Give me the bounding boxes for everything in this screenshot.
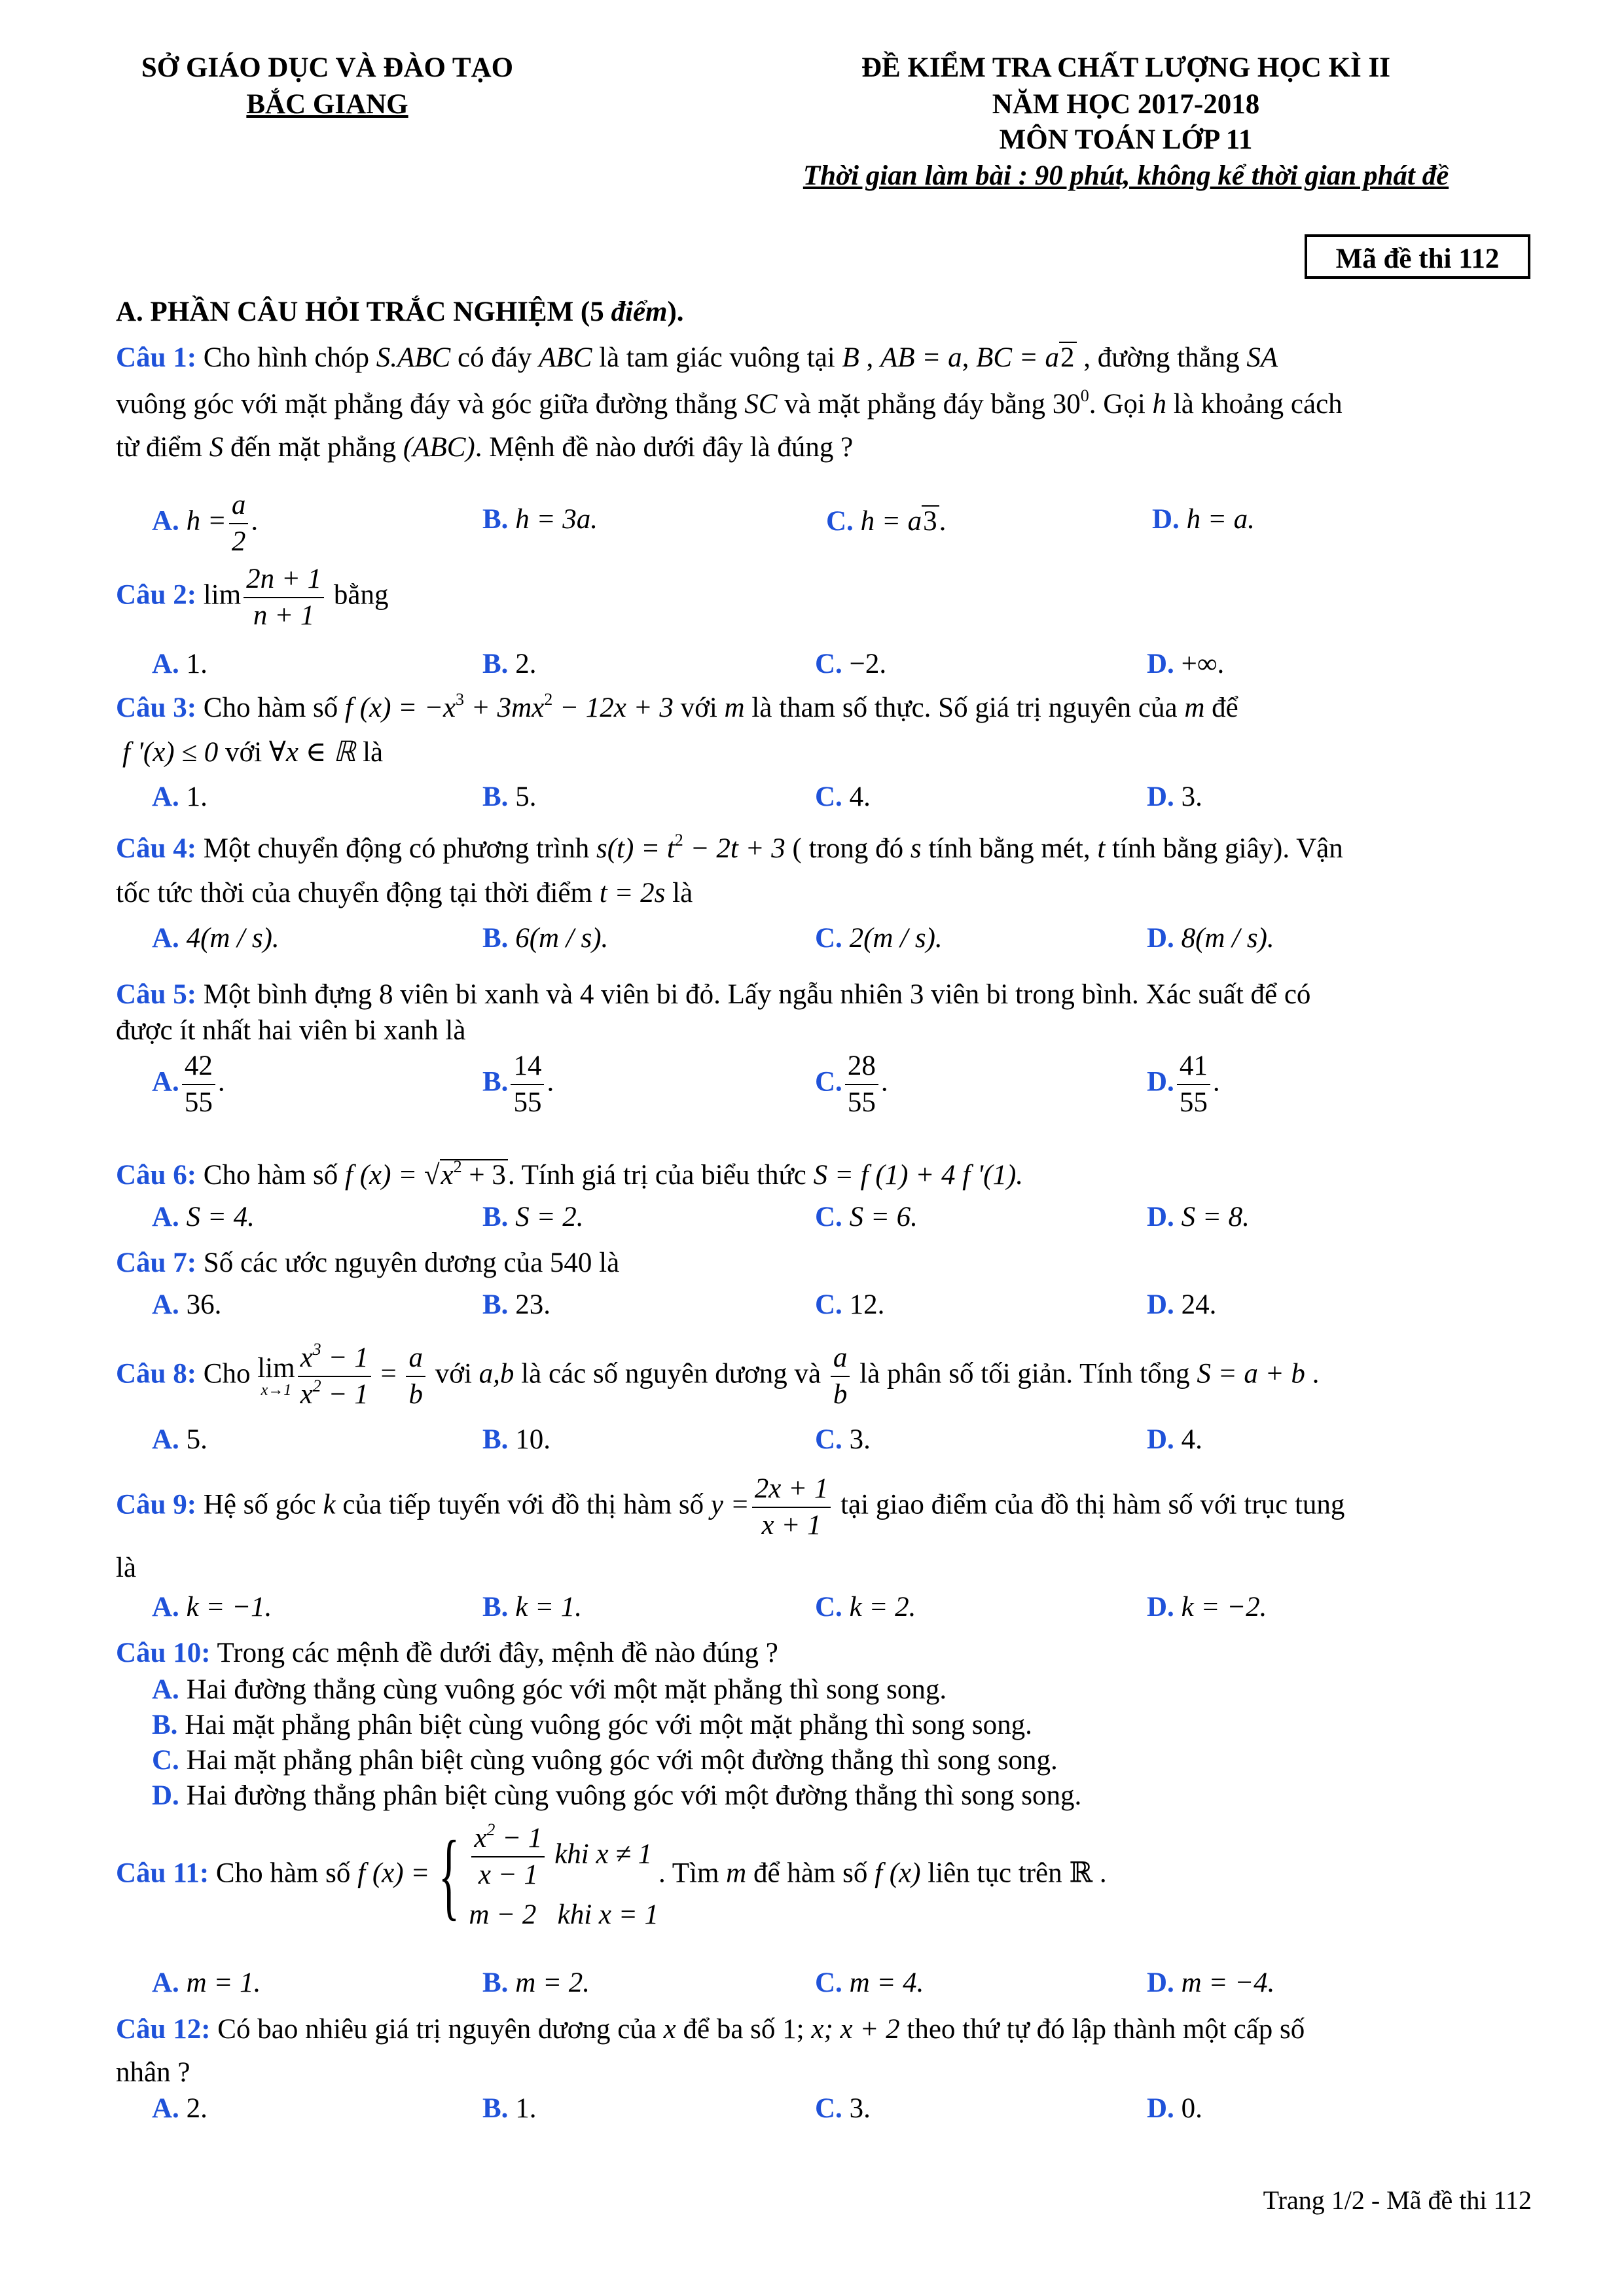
page-footer: Trang 1/2 - Mã đề thi 112 [1263, 2185, 1532, 2215]
section-title: A. PHẦN CÂU HỎI TRẮC NGHIỆM (5 điểm). [116, 296, 684, 327]
q1-option-a[interactable]: A. h = $\frac{a}{2}$ . [152, 488, 258, 560]
q9-option-c[interactable]: C. k = 2. [815, 1592, 916, 1623]
q6-option-d[interactable]: D. S = 8. [1147, 1202, 1250, 1232]
q7-option-c[interactable]: C. 12. [815, 1289, 885, 1320]
q7-option-b[interactable]: B. 23. [482, 1289, 550, 1320]
q3-option-d[interactable]: D. 3. [1147, 781, 1202, 812]
q10-option-a[interactable]: A. Hai đường thẳng cùng vuông góc với một mặt phẳng thì song song. [152, 1674, 947, 1705]
q3-option-b[interactable]: B. 5. [482, 781, 537, 812]
q8-option-b[interactable]: B. 10. [482, 1424, 550, 1455]
q11-stem: Câu 11: Cho hàm số f (x) ={ $\frac{x^2 - 1}{x - 1}$ khi x ≠ 1 m − 2 khi x = 1 . Tìm m để hàm số f (x) liên tục trên ℝ . [116, 1820, 1107, 1930]
q3-line-2: f '(x) ≤ 0 với ∀x ∈ ℝ là [122, 737, 384, 768]
q5-line-2: được ít nhất hai viên bi xanh là [116, 1015, 466, 1046]
q3-option-a[interactable]: A. 1. [152, 781, 208, 812]
q12-option-a[interactable]: A. 2. [152, 2093, 208, 2124]
q2-option-a[interactable]: A. 1. [152, 649, 208, 679]
q10-stem: Câu 10: Trong các mệnh đề dưới đây, mệnh đề nào đúng ? [116, 1638, 778, 1668]
q9-option-b[interactable]: B. k = 1. [482, 1592, 583, 1623]
q10-option-d[interactable]: D. Hai đường thẳng phân biệt cùng vuông góc với một đường thẳng thì song song. [152, 1780, 1082, 1811]
q2-option-b[interactable]: B. 2. [482, 649, 537, 679]
q7-stem: Câu 7: Số các ước nguyên dương của 540 là [116, 1247, 620, 1278]
q12-line-1: Câu 12: Có bao nhiêu giá trị nguyên dương của x để ba số 1; x; x + 2 theo thứ tự đó lập thành một cấp số [116, 2014, 1305, 2045]
q3-line-1: Câu 3: Cho hàm số f $(x) = -x^3 + 3mx^2 - 12x + 3$ với m là tham số thực. Số giá trị nguyên của m để [116, 690, 1238, 723]
q6-option-b[interactable]: B. S = 2. [482, 1202, 584, 1232]
q10-option-b[interactable]: B. Hai mặt phẳng phân biệt cùng vuông góc với một mặt phẳng thì song song. [152, 1710, 1032, 1740]
q9-line-2: là [116, 1552, 137, 1583]
q4-option-d[interactable]: D. 8(m / s). [1147, 923, 1274, 954]
q3-option-c[interactable]: C. 4. [815, 781, 871, 812]
q9-option-a[interactable]: A. k = −1. [152, 1592, 272, 1623]
q6-option-c[interactable]: C. S = 6. [815, 1202, 918, 1232]
q12-line-2: nhân ? [116, 2057, 190, 2088]
q5-option-c[interactable]: C. $\frac{28}{55}$ . [815, 1049, 888, 1121]
q2-option-c[interactable]: C. −2. [815, 649, 887, 679]
q7-option-d[interactable]: D. 24. [1147, 1289, 1217, 1320]
q11-option-a[interactable]: A. m = 1. [152, 1967, 261, 1998]
q4-option-b[interactable]: B. 6(m / s). [482, 923, 609, 954]
q5-option-b[interactable]: B. $\frac{14}{55}$ . [482, 1049, 554, 1121]
q12-option-d[interactable]: D. 0. [1147, 2093, 1202, 2124]
issuer-line-1: SỞ GIÁO DỤC VÀ ĐÀO TẠO [141, 52, 514, 83]
exam-code: Mã đề thi 112 [1335, 243, 1500, 274]
q1-line-3: từ điểm S đến mặt phẳng (ABC). Mệnh đề nào dưới đây là đúng ? [116, 432, 854, 463]
q1-option-d[interactable]: D. h = a. [1152, 504, 1255, 535]
subject: MÔN TOÁN LỚP 11 [999, 124, 1253, 155]
q11-option-b[interactable]: B. m = 2. [482, 1967, 590, 1998]
q9-line-1: Câu 9: Hệ số góc k của tiếp tuyến với đồ thị hàm số y = $\frac{2x + 1}{x + 1}$ tại giao điểm của đồ thị hàm số với trục tung [116, 1471, 1344, 1543]
q10-option-c[interactable]: C. Hai mặt phẳng phân biệt cùng vuông góc với một đường thẳng thì song song. [152, 1745, 1058, 1776]
q1-line-2: vuông góc với mặt phẳng đáy và góc giữa đường thẳng SC và mặt phẳng đáy bằng $30^0$. Gọi h là khoảng cách [116, 386, 1343, 420]
school-year: NĂM HỌC 2017-2018 [992, 89, 1260, 120]
q8-option-c[interactable]: C. 3. [815, 1424, 871, 1455]
q12-option-c[interactable]: C. 3. [815, 2093, 871, 2124]
q1-option-c[interactable]: C. h = a3. [826, 506, 947, 537]
q4-line-2: tốc tức thời của chuyển động tại thời điểm t = 2s là [116, 878, 693, 908]
q11-option-d[interactable]: D. m = −4. [1147, 1967, 1275, 1998]
q7-option-a[interactable]: A. 36. [152, 1289, 222, 1320]
q8-option-d[interactable]: D. 4. [1147, 1424, 1202, 1455]
q1-option-b[interactable]: B. h = 3a. [482, 504, 598, 535]
q4-option-c[interactable]: C. 2(m / s). [815, 923, 943, 954]
q8-option-a[interactable]: A. 5. [152, 1424, 208, 1455]
q6-stem: Câu 6: Cho hàm số f $(x) = √x^2 + 3$. Tính giá trị của biểu thức S = f (1) + 4 f '(1). [116, 1157, 1024, 1191]
exam-code-box [1305, 234, 1530, 279]
q1-line-1: Câu 1: Cho hình chóp S.ABC có đáy ABC là tam giác vuông tại B , AB = a, BC = a2 , đường thẳng SA [116, 342, 1278, 373]
q2-stem: Câu 2: lim $\frac{2n + 1}{n + 1}$ bằng [116, 562, 389, 634]
q12-option-b[interactable]: B. 1. [482, 2093, 537, 2124]
q6-option-a[interactable]: A. S = 4. [152, 1202, 255, 1232]
q11-option-c[interactable]: C. m = 4. [815, 1967, 924, 1998]
q5-option-a[interactable]: A. $\frac{42}{55}$ . [152, 1049, 225, 1121]
q8-stem: Câu 8: Cho lim x→1 $\frac{x^3 - 1}{x^2 - 1}$ = $\frac{a}{b}$ với a,b là các số nguyên dương và $\frac{a}{b}$ là phân số tối giản. Tính tổng S = a + b . [116, 1340, 1320, 1410]
q5-line-1: Câu 5: Một bình đựng 8 viên bi xanh và 4 viên bi đỏ. Lấy ngẫu nhiên 3 viên bi trong bình. Xác suất để có [116, 979, 1311, 1010]
q4-line-1: Câu 4: Một chuyển động có phương trình $s(t) = t^2 - 2t + 3$ ( trong đó s tính bằng mét, t tính bằng giây). Vận [116, 831, 1343, 864]
q9-option-d[interactable]: D. k = −2. [1147, 1592, 1267, 1623]
exam-title: ĐỀ KIỂM TRA CHẤT LƯỢNG HỌC KÌ II [861, 52, 1390, 83]
q5-option-d[interactable]: D. $\frac{41}{55}$ . [1147, 1049, 1220, 1121]
q4-option-a[interactable]: A. 4(m / s). [152, 923, 280, 954]
issuer-line-2: BẮC GIANG [246, 89, 408, 120]
q2-option-d[interactable]: D. +∞. [1147, 649, 1225, 679]
time-limit: Thời gian làm bài : 90 phút, không kể thời gian phát đề [803, 160, 1449, 191]
